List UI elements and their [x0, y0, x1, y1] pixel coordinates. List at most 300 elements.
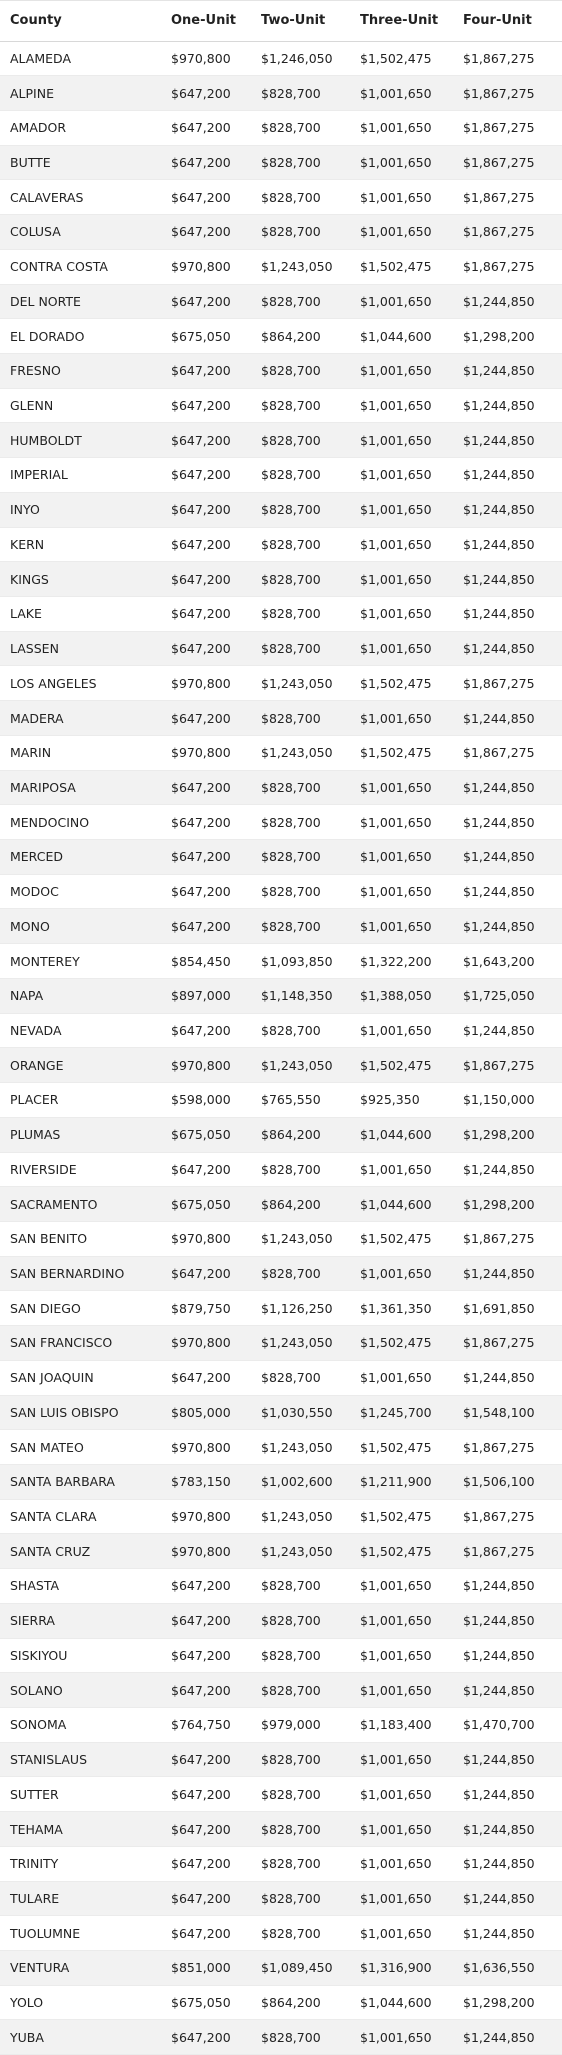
one-unit-cell: $879,750: [161, 1291, 251, 1326]
four-unit-cell: $1,298,200: [453, 1985, 562, 2020]
four-unit-cell: $1,244,850: [453, 1013, 562, 1048]
four-unit-cell: $1,506,100: [453, 1464, 562, 1499]
three-unit-cell: $1,001,650: [350, 1812, 453, 1847]
three-unit-cell: $1,502,475: [350, 1048, 453, 1083]
table-row: [0, 805, 562, 840]
three-unit-cell: $1,001,650: [350, 597, 453, 632]
table-row: [0, 840, 562, 875]
one-unit-cell: $970,800: [161, 1430, 251, 1465]
table-row: [0, 1152, 562, 1187]
two-unit-cell: $828,700: [251, 215, 350, 250]
table-row: [0, 1951, 562, 1986]
two-unit-cell: $1,089,450: [251, 1951, 350, 1986]
four-unit-cell: $1,867,275: [453, 1221, 562, 1256]
county-cell: KINGS: [0, 562, 161, 597]
two-unit-cell: $828,700: [251, 1013, 350, 1048]
three-unit-cell: $1,001,650: [350, 1360, 453, 1395]
table-row: [0, 1708, 562, 1743]
table-row: [0, 41, 562, 76]
three-unit-cell: $1,001,650: [350, 1777, 453, 1812]
county-cell: TUOLUMNE: [0, 1916, 161, 1951]
table-row: [0, 2020, 562, 2055]
three-unit-cell: $1,388,050: [350, 978, 453, 1013]
county-cell: IMPERIAL: [0, 458, 161, 493]
table-row: [0, 770, 562, 805]
four-unit-cell: $1,244,850: [453, 1603, 562, 1638]
table-row: [0, 1221, 562, 1256]
four-unit-cell: $1,867,275: [453, 735, 562, 770]
two-unit-cell: $828,700: [251, 423, 350, 458]
county-cell: INYO: [0, 492, 161, 527]
one-unit-cell: $897,000: [161, 978, 251, 1013]
county-cell: ALPINE: [0, 76, 161, 111]
four-unit-cell: $1,244,850: [453, 1812, 562, 1847]
two-unit-cell: $828,700: [251, 909, 350, 944]
four-unit-cell: $1,244,850: [453, 1742, 562, 1777]
one-unit-cell: $647,200: [161, 458, 251, 493]
three-unit-cell: $1,322,200: [350, 944, 453, 979]
three-unit-cell: $1,502,475: [350, 41, 453, 76]
four-unit-cell: $1,244,850: [453, 631, 562, 666]
county-cell: MONTEREY: [0, 944, 161, 979]
four-unit-cell: $1,244,850: [453, 423, 562, 458]
three-unit-cell: $1,245,700: [350, 1395, 453, 1430]
table-row: [0, 249, 562, 284]
column-header-four-unit: Four-Unit: [453, 1, 562, 41]
one-unit-cell: $970,800: [161, 1221, 251, 1256]
county-cell: SACRAMENTO: [0, 1187, 161, 1222]
table-row: [0, 180, 562, 215]
two-unit-cell: $864,200: [251, 319, 350, 354]
four-unit-cell: $1,244,850: [453, 805, 562, 840]
table-row: [0, 1187, 562, 1222]
county-cell: YOLO: [0, 1985, 161, 2020]
three-unit-cell: $1,001,650: [350, 770, 453, 805]
one-unit-cell: $647,200: [161, 388, 251, 423]
two-unit-cell: $828,700: [251, 145, 350, 180]
two-unit-cell: $828,700: [251, 180, 350, 215]
column-header-county: County: [0, 1, 161, 41]
four-unit-cell: $1,244,850: [453, 388, 562, 423]
four-unit-cell: $1,244,850: [453, 458, 562, 493]
table-row: [0, 1916, 562, 1951]
three-unit-cell: $1,001,650: [350, 353, 453, 388]
table-row: [0, 1985, 562, 2020]
three-unit-cell: $1,001,650: [350, 180, 453, 215]
table-row: [0, 1464, 562, 1499]
three-unit-cell: $1,001,650: [350, 805, 453, 840]
three-unit-cell: $1,001,650: [350, 1256, 453, 1291]
table-row: [0, 1499, 562, 1534]
three-unit-cell: $1,502,475: [350, 666, 453, 701]
county-cell: HUMBOLDT: [0, 423, 161, 458]
three-unit-cell: $1,502,475: [350, 1534, 453, 1569]
one-unit-cell: $647,200: [161, 353, 251, 388]
table-row: [0, 1360, 562, 1395]
three-unit-cell: $1,001,650: [350, 874, 453, 909]
four-unit-cell: $1,244,850: [453, 840, 562, 875]
county-cell: SAN DIEGO: [0, 1291, 161, 1326]
county-cell: SUTTER: [0, 1777, 161, 1812]
county-cell: TRINITY: [0, 1846, 161, 1881]
four-unit-cell: $1,691,850: [453, 1291, 562, 1326]
three-unit-cell: $1,044,600: [350, 1985, 453, 2020]
two-unit-cell: $828,700: [251, 76, 350, 111]
one-unit-cell: $647,200: [161, 1812, 251, 1847]
two-unit-cell: $828,700: [251, 527, 350, 562]
two-unit-cell: $828,700: [251, 840, 350, 875]
three-unit-cell: $1,502,475: [350, 1430, 453, 1465]
one-unit-cell: $647,200: [161, 1742, 251, 1777]
table-row: [0, 1777, 562, 1812]
four-unit-cell: $1,244,850: [453, 1569, 562, 1604]
table-row: [0, 1812, 562, 1847]
four-unit-cell: $1,725,050: [453, 978, 562, 1013]
three-unit-cell: $1,001,650: [350, 423, 453, 458]
two-unit-cell: $1,243,050: [251, 1534, 350, 1569]
table-row: [0, 735, 562, 770]
three-unit-cell: $1,001,650: [350, 458, 453, 493]
one-unit-cell: $647,200: [161, 840, 251, 875]
three-unit-cell: $1,001,650: [350, 110, 453, 145]
two-unit-cell: $864,200: [251, 1985, 350, 2020]
four-unit-cell: $1,867,275: [453, 41, 562, 76]
table-row: [0, 1256, 562, 1291]
four-unit-cell: $1,244,850: [453, 2020, 562, 2055]
one-unit-cell: $647,200: [161, 1916, 251, 1951]
one-unit-cell: $647,200: [161, 492, 251, 527]
two-unit-cell: $1,243,050: [251, 1430, 350, 1465]
three-unit-cell: $1,001,650: [350, 1742, 453, 1777]
table-row: [0, 76, 562, 111]
one-unit-cell: $970,800: [161, 1048, 251, 1083]
county-cell: SANTA BARBARA: [0, 1464, 161, 1499]
one-unit-cell: $647,200: [161, 2020, 251, 2055]
three-unit-cell: $1,001,650: [350, 1881, 453, 1916]
two-unit-cell: $828,700: [251, 1569, 350, 1604]
one-unit-cell: $647,200: [161, 180, 251, 215]
one-unit-cell: $675,050: [161, 1187, 251, 1222]
two-unit-cell: $1,243,050: [251, 666, 350, 701]
table-row: [0, 1638, 562, 1673]
three-unit-cell: $1,001,650: [350, 1846, 453, 1881]
table-row: [0, 1013, 562, 1048]
two-unit-cell: $1,243,050: [251, 1499, 350, 1534]
county-cell: SAN MATEO: [0, 1430, 161, 1465]
one-unit-cell: $598,000: [161, 1083, 251, 1118]
one-unit-cell: $647,200: [161, 805, 251, 840]
three-unit-cell: $1,001,650: [350, 2020, 453, 2055]
table-row: [0, 562, 562, 597]
two-unit-cell: $828,700: [251, 1742, 350, 1777]
one-unit-cell: $647,200: [161, 1846, 251, 1881]
one-unit-cell: $970,800: [161, 1326, 251, 1361]
two-unit-cell: $1,243,050: [251, 1048, 350, 1083]
county-cell: SOLANO: [0, 1673, 161, 1708]
one-unit-cell: $970,800: [161, 41, 251, 76]
four-unit-cell: $1,867,275: [453, 180, 562, 215]
two-unit-cell: $828,700: [251, 458, 350, 493]
four-unit-cell: $1,470,700: [453, 1708, 562, 1743]
table-row: [0, 492, 562, 527]
one-unit-cell: $647,200: [161, 1638, 251, 1673]
table-row: [0, 1673, 562, 1708]
one-unit-cell: $647,200: [161, 1777, 251, 1812]
county-cell: SAN FRANCISCO: [0, 1326, 161, 1361]
three-unit-cell: $1,211,900: [350, 1464, 453, 1499]
two-unit-cell: $828,700: [251, 388, 350, 423]
county-cell: STANISLAUS: [0, 1742, 161, 1777]
two-unit-cell: $828,700: [251, 1777, 350, 1812]
table-row: [0, 319, 562, 354]
table-row: [0, 1117, 562, 1152]
one-unit-cell: $805,000: [161, 1395, 251, 1430]
one-unit-cell: $783,150: [161, 1464, 251, 1499]
table-row: [0, 597, 562, 632]
three-unit-cell: $1,001,650: [350, 701, 453, 736]
one-unit-cell: $970,800: [161, 735, 251, 770]
three-unit-cell: $1,361,350: [350, 1291, 453, 1326]
four-unit-cell: $1,244,850: [453, 1152, 562, 1187]
one-unit-cell: $854,450: [161, 944, 251, 979]
four-unit-cell: $1,867,275: [453, 1326, 562, 1361]
county-cell: LAKE: [0, 597, 161, 632]
four-unit-cell: $1,867,275: [453, 110, 562, 145]
two-unit-cell: $1,243,050: [251, 249, 350, 284]
four-unit-cell: $1,244,850: [453, 909, 562, 944]
table-row: [0, 1326, 562, 1361]
four-unit-cell: $1,867,275: [453, 1048, 562, 1083]
county-cell: MONO: [0, 909, 161, 944]
four-unit-cell: $1,867,275: [453, 666, 562, 701]
county-cell: SAN BERNARDINO: [0, 1256, 161, 1291]
one-unit-cell: $851,000: [161, 1951, 251, 1986]
table-row: [0, 701, 562, 736]
one-unit-cell: $675,050: [161, 1117, 251, 1152]
four-unit-cell: $1,244,850: [453, 1846, 562, 1881]
table-row: [0, 874, 562, 909]
county-cell: CONTRA COSTA: [0, 249, 161, 284]
table-row: [0, 215, 562, 250]
table-row: [0, 631, 562, 666]
two-unit-cell: $828,700: [251, 1846, 350, 1881]
loan-limits-table: [0, 1, 562, 2055]
county-cell: SIERRA: [0, 1603, 161, 1638]
table-row: [0, 1881, 562, 1916]
county-cell: ORANGE: [0, 1048, 161, 1083]
county-cell: EL DORADO: [0, 319, 161, 354]
table-row: [0, 110, 562, 145]
three-unit-cell: $1,001,650: [350, 284, 453, 319]
one-unit-cell: $647,200: [161, 1673, 251, 1708]
one-unit-cell: $970,800: [161, 1534, 251, 1569]
three-unit-cell: $1,001,650: [350, 145, 453, 180]
four-unit-cell: $1,244,850: [453, 527, 562, 562]
four-unit-cell: $1,867,275: [453, 249, 562, 284]
table-row: [0, 527, 562, 562]
four-unit-cell: $1,244,850: [453, 353, 562, 388]
table-row: [0, 284, 562, 319]
table-row: [0, 978, 562, 1013]
two-unit-cell: $1,243,050: [251, 1221, 350, 1256]
one-unit-cell: $675,050: [161, 1985, 251, 2020]
four-unit-cell: $1,244,850: [453, 597, 562, 632]
two-unit-cell: $828,700: [251, 631, 350, 666]
three-unit-cell: $1,001,650: [350, 840, 453, 875]
header-row: [0, 1, 562, 41]
one-unit-cell: $647,200: [161, 701, 251, 736]
two-unit-cell: $1,126,250: [251, 1291, 350, 1326]
four-unit-cell: $1,244,850: [453, 701, 562, 736]
table-row: [0, 1291, 562, 1326]
county-cell: NEVADA: [0, 1013, 161, 1048]
county-cell: MODOC: [0, 874, 161, 909]
one-unit-cell: $647,200: [161, 1881, 251, 1916]
four-unit-cell: $1,867,275: [453, 1534, 562, 1569]
three-unit-cell: $1,502,475: [350, 1326, 453, 1361]
four-unit-cell: $1,867,275: [453, 145, 562, 180]
two-unit-cell: $1,246,050: [251, 41, 350, 76]
county-cell: SANTA CLARA: [0, 1499, 161, 1534]
three-unit-cell: $1,316,900: [350, 1951, 453, 1986]
one-unit-cell: $647,200: [161, 215, 251, 250]
one-unit-cell: $675,050: [161, 319, 251, 354]
two-unit-cell: $1,030,550: [251, 1395, 350, 1430]
county-cell: MERCED: [0, 840, 161, 875]
two-unit-cell: $828,700: [251, 1881, 350, 1916]
two-unit-cell: $828,700: [251, 1603, 350, 1638]
county-cell: AMADOR: [0, 110, 161, 145]
table-row: [0, 1048, 562, 1083]
three-unit-cell: $1,001,650: [350, 1638, 453, 1673]
three-unit-cell: $1,001,650: [350, 492, 453, 527]
one-unit-cell: $647,200: [161, 770, 251, 805]
two-unit-cell: $828,700: [251, 2020, 350, 2055]
county-cell: SAN BENITO: [0, 1221, 161, 1256]
county-cell: LOS ANGELES: [0, 666, 161, 701]
column-header-one-unit: One-Unit: [161, 1, 251, 41]
county-cell: MARIN: [0, 735, 161, 770]
three-unit-cell: $1,001,650: [350, 562, 453, 597]
one-unit-cell: $764,750: [161, 1708, 251, 1743]
four-unit-cell: $1,244,850: [453, 1881, 562, 1916]
county-cell: PLACER: [0, 1083, 161, 1118]
county-cell: ALAMEDA: [0, 41, 161, 76]
four-unit-cell: $1,244,850: [453, 874, 562, 909]
table-row: [0, 1742, 562, 1777]
table-row: [0, 666, 562, 701]
one-unit-cell: $647,200: [161, 1569, 251, 1604]
three-unit-cell: $1,044,600: [350, 1187, 453, 1222]
county-cell: SISKIYOU: [0, 1638, 161, 1673]
three-unit-cell: $1,001,650: [350, 1569, 453, 1604]
table-row: [0, 353, 562, 388]
county-cell: SAN JOAQUIN: [0, 1360, 161, 1395]
two-unit-cell: $828,700: [251, 805, 350, 840]
two-unit-cell: $828,700: [251, 1256, 350, 1291]
one-unit-cell: $647,200: [161, 110, 251, 145]
two-unit-cell: $828,700: [251, 701, 350, 736]
two-unit-cell: $1,243,050: [251, 1326, 350, 1361]
one-unit-cell: $647,200: [161, 527, 251, 562]
four-unit-cell: $1,244,850: [453, 1673, 562, 1708]
one-unit-cell: $647,200: [161, 423, 251, 458]
table-row: [0, 1569, 562, 1604]
county-cell: VENTURA: [0, 1951, 161, 1986]
one-unit-cell: $647,200: [161, 874, 251, 909]
county-cell: PLUMAS: [0, 1117, 161, 1152]
table-row: [0, 1534, 562, 1569]
table-row: [0, 1846, 562, 1881]
one-unit-cell: $647,200: [161, 597, 251, 632]
three-unit-cell: $925,350: [350, 1083, 453, 1118]
column-header-three-unit: Three-Unit: [350, 1, 453, 41]
table-row: [0, 388, 562, 423]
table-row: [0, 1395, 562, 1430]
county-cell: SONOMA: [0, 1708, 161, 1743]
three-unit-cell: $1,001,650: [350, 1152, 453, 1187]
county-cell: KERN: [0, 527, 161, 562]
four-unit-cell: $1,244,850: [453, 562, 562, 597]
two-unit-cell: $1,148,350: [251, 978, 350, 1013]
county-cell: MADERA: [0, 701, 161, 736]
table-body: [0, 41, 562, 2055]
county-cell: SHASTA: [0, 1569, 161, 1604]
two-unit-cell: $828,700: [251, 1360, 350, 1395]
four-unit-cell: $1,244,850: [453, 1360, 562, 1395]
three-unit-cell: $1,001,650: [350, 1916, 453, 1951]
two-unit-cell: $979,000: [251, 1708, 350, 1743]
three-unit-cell: $1,044,600: [350, 319, 453, 354]
two-unit-cell: $828,700: [251, 1916, 350, 1951]
two-unit-cell: $828,700: [251, 1638, 350, 1673]
three-unit-cell: $1,044,600: [350, 1117, 453, 1152]
four-unit-cell: $1,548,100: [453, 1395, 562, 1430]
one-unit-cell: $647,200: [161, 284, 251, 319]
two-unit-cell: $828,700: [251, 492, 350, 527]
three-unit-cell: $1,001,650: [350, 909, 453, 944]
four-unit-cell: $1,244,850: [453, 1916, 562, 1951]
two-unit-cell: $828,700: [251, 874, 350, 909]
table-row: [0, 1603, 562, 1638]
table-row: [0, 423, 562, 458]
one-unit-cell: $647,200: [161, 909, 251, 944]
county-cell: NAPA: [0, 978, 161, 1013]
three-unit-cell: $1,001,650: [350, 1603, 453, 1638]
county-cell: BUTTE: [0, 145, 161, 180]
two-unit-cell: $828,700: [251, 1812, 350, 1847]
four-unit-cell: $1,867,275: [453, 1430, 562, 1465]
one-unit-cell: $647,200: [161, 1603, 251, 1638]
three-unit-cell: $1,502,475: [350, 735, 453, 770]
two-unit-cell: $828,700: [251, 597, 350, 632]
four-unit-cell: $1,244,850: [453, 1777, 562, 1812]
two-unit-cell: $828,700: [251, 110, 350, 145]
four-unit-cell: $1,867,275: [453, 215, 562, 250]
two-unit-cell: $765,550: [251, 1083, 350, 1118]
two-unit-cell: $828,700: [251, 562, 350, 597]
county-cell: LASSEN: [0, 631, 161, 666]
table-row: [0, 909, 562, 944]
four-unit-cell: $1,298,200: [453, 319, 562, 354]
table-row: [0, 1430, 562, 1465]
four-unit-cell: $1,643,200: [453, 944, 562, 979]
four-unit-cell: $1,150,000: [453, 1083, 562, 1118]
table-row: [0, 145, 562, 180]
two-unit-cell: $1,243,050: [251, 735, 350, 770]
county-cell: MARIPOSA: [0, 770, 161, 805]
four-unit-cell: $1,244,850: [453, 492, 562, 527]
